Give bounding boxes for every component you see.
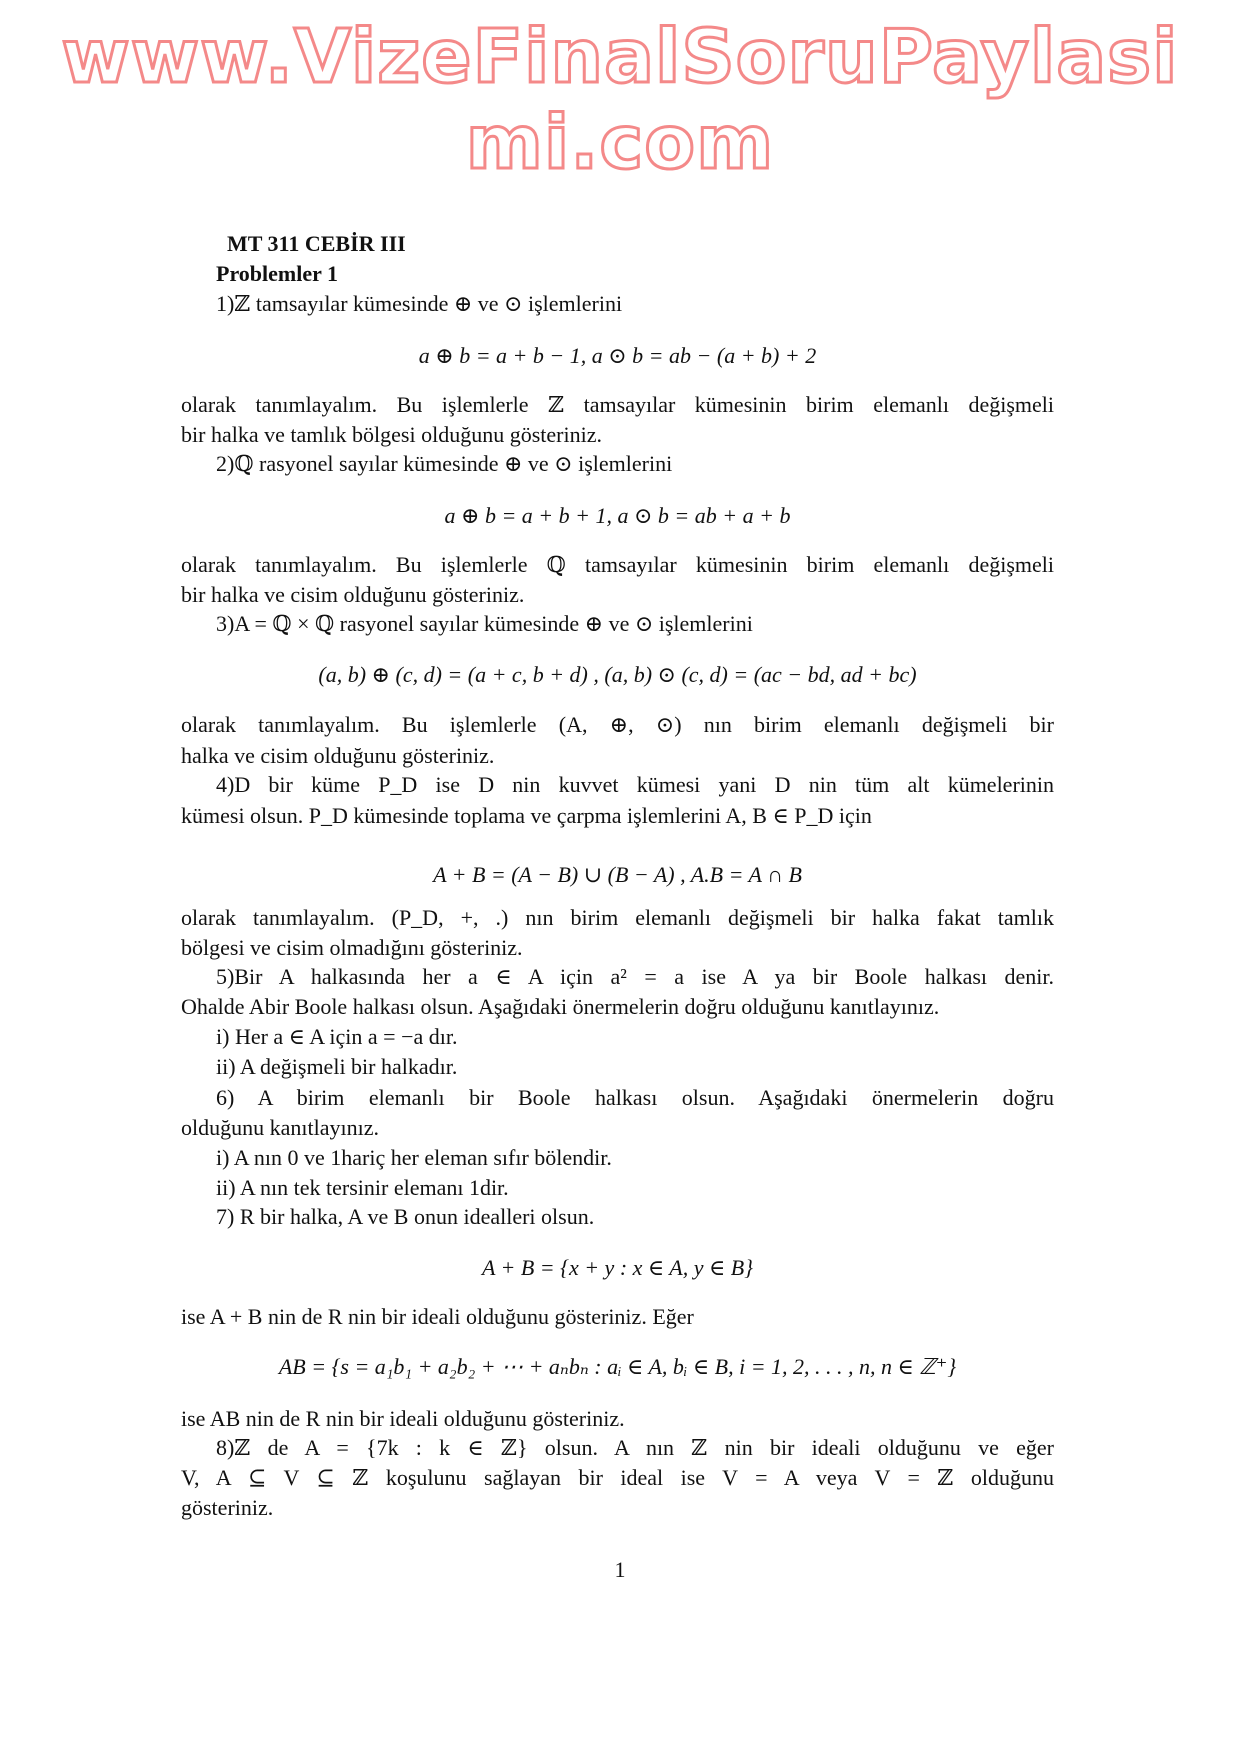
problem-1-text: bir halka ve tamlık bölgesi olduğunu gösteriniz. (181, 422, 602, 447)
problem-2-intro: 2)ℚ rasyonel sayılar kümesinde ⊕ ve ⊙ işlemlerini (216, 451, 673, 476)
problem-3-equation: (a, b) ⊕ (c, d) = (a + c, b + d) , (a, b) ⊙ (c, d) = (ac − bd, ad + bc) (318, 662, 917, 687)
problem-2-equation: a ⊕ b = a + b + 1, a ⊙ b = ab + a + b (444, 503, 791, 528)
section-title: Problemler 1 (216, 261, 338, 286)
problem-3-text: olarak tanımlayalım. Bu işlemlerle (A, ⊕, ⊙) nın birim elemanlı değişmeli bir (181, 712, 1054, 737)
problem-7-intro: 7) R bir halka, A ve B onun idealleri olsun. (216, 1204, 595, 1229)
problem-5-intro: 5)Bir A halkasında her a ∈ A için a² = a ise A ya bir Boole halkası denir. (216, 964, 1054, 989)
problem-8-text: V, A ⊆ V ⊆ ℤ koşulunu sağlayan bir ideal ise V = A veya V = ℤ olduğunu (181, 1465, 1054, 1490)
problem-7-text: ise AB nin de R nin bir ideali olduğunu gösteriniz. (181, 1406, 625, 1431)
problem-6-item-i: i) A nın 0 ve 1hariç her eleman sıfır bölendir. (216, 1145, 612, 1170)
problem-7-equation-product: AB = {s = a₁b₁ + a₂b₂ + ⋯ + aₙbₙ : aᵢ ∈ A, bᵢ ∈ B, i = 1, 2, . . . , n, n ∈ ℤ⁺} (278, 1354, 957, 1379)
problem-6-item-ii: ii) A nın tek tersinir elemanı 1dir. (216, 1175, 509, 1200)
problem-1-text: olarak tanımlayalım. Bu işlemlerle ℤ tamsayılar kümesinin birim elemanlı değişmeli (181, 392, 1054, 417)
watermark: www.VizeFinalSoruPaylasimi.com (61, 14, 1179, 186)
problem-4-text: kümesi olsun. P_D kümesinde toplama ve çarpma işlemlerini A, B ∈ P_D için (181, 803, 872, 828)
problem-1-equation: a ⊕ b = a + b − 1, a ⊙ b = ab − (a + b) + 2 (418, 343, 817, 368)
problem-8-intro: 8)ℤ de A = {7k : k ∈ ℤ} olsun. A nın ℤ nin bir ideali olduğunu ve eğer (216, 1435, 1054, 1460)
problem-5-item-i: i) Her a ∈ A için a = −a dır. (216, 1024, 458, 1049)
problem-5-text: Ohalde Abir Boole halkası olsun. Aşağıdaki önermelerin doğru olduğunu kanıtlayınız. (181, 994, 940, 1019)
course-title: MT 311 CEBİR III (227, 231, 406, 256)
problem-2-text: olarak tanımlayalım. Bu işlemlerle ℚ tamsayılar kümesinin birim elemanlı değişmeli (181, 552, 1054, 577)
problem-3-text: halka ve cisim olduğunu gösteriniz. (181, 743, 495, 768)
page-number: 1 (614, 1557, 626, 1582)
problem-4-intro: 4)D bir küme P_D ise D nin kuvvet kümesi yani D nin tüm alt kümelerinin (216, 772, 1054, 797)
problem-2-text: bir halka ve cisim olduğunu gösteriniz. (181, 582, 525, 607)
problem-4-text: bölgesi ve cisim olmadığını gösteriniz. (181, 935, 523, 960)
problem-7-equation-sum: A + B = {x + y : x ∈ A, y ∈ B} (481, 1255, 754, 1280)
problem-6-intro: 6) A birim elemanlı bir Boole halkası olsun. Aşağıdaki önermelerin doğru (216, 1085, 1054, 1110)
problem-4-text: olarak tanımlayalım. (P_D, +, .) nın birim elemanlı değişmeli bir halka fakat tamlık (181, 905, 1054, 930)
problem-4-equation: A + B = (A − B) ∪ (B − A) , A.B = A ∩ B (433, 862, 802, 887)
problem-5-item-ii: ii) A değişmeli bir halkadır. (216, 1054, 458, 1079)
problem-1-intro: 1)ℤ tamsayılar kümesinde ⊕ ve ⊙ işlemlerini (216, 291, 623, 316)
problem-8-text: gösteriniz. (181, 1495, 274, 1520)
problem-3-intro: 3)A = ℚ × ℚ rasyonel sayılar kümesinde ⊕ ve ⊙ işlemlerini (216, 611, 753, 636)
problem-7-text: ise A + B nin de R nin bir ideali olduğunu gösteriniz. Eğer (181, 1304, 694, 1329)
problem-6-text: olduğunu kanıtlayınız. (181, 1115, 379, 1140)
